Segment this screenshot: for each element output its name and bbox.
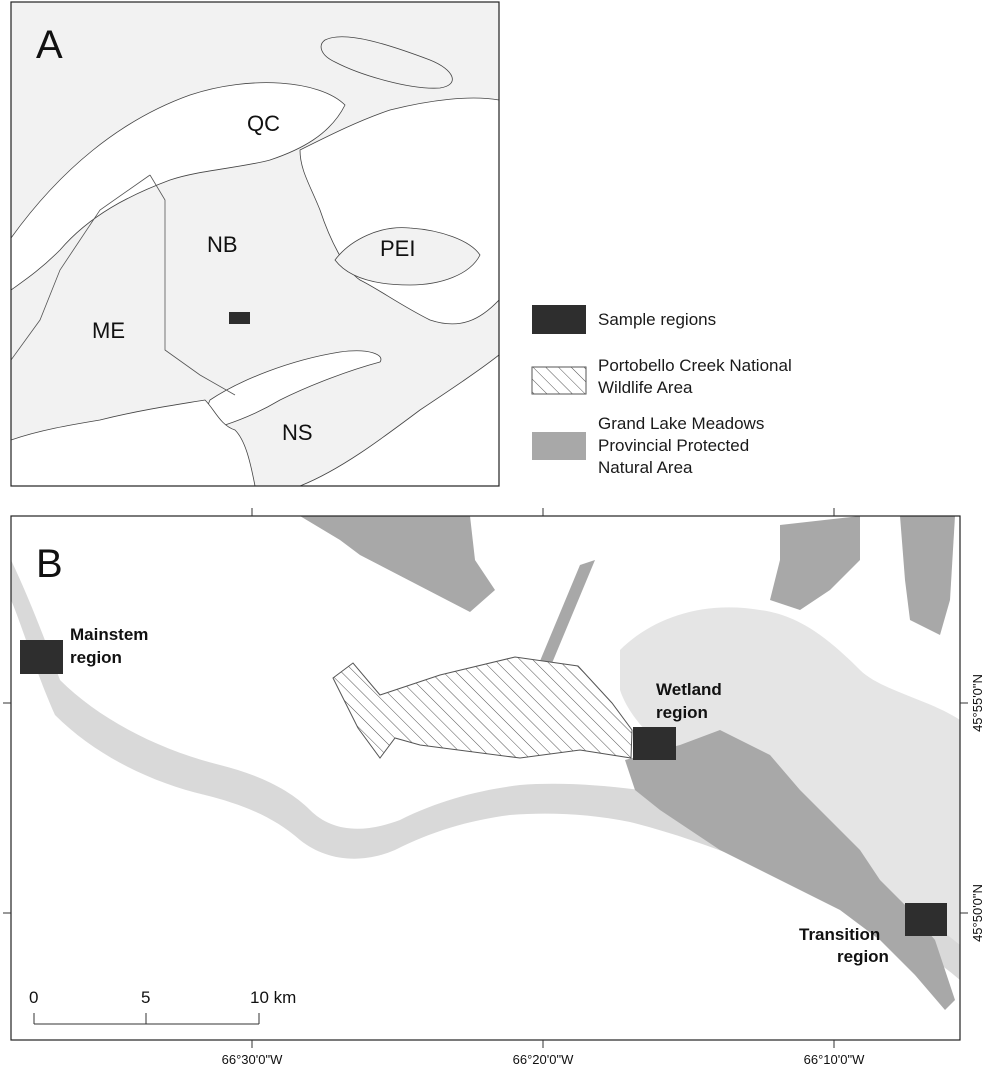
- panel-a-sample-marker: [229, 312, 250, 324]
- lat-label-2: 45°50'0"N: [970, 884, 985, 942]
- mainstem-label-line2: region: [70, 648, 122, 667]
- lon-label-3: 66°10'0"W: [803, 1052, 865, 1067]
- transition-label-line2: region: [837, 947, 889, 966]
- legend-grand-lake-line2: Provincial Protected: [598, 436, 750, 455]
- legend-portobello-line1: Portobello Creek National: [598, 356, 792, 375]
- sample-region-mainstem: [20, 640, 63, 674]
- mainstem-label-line1: Mainstem: [70, 625, 149, 644]
- legend-label-portobello: [598, 355, 792, 399]
- legend-label-grand-lake: [598, 413, 764, 479]
- legend-sample-regions-text: Sample regions: [598, 310, 717, 329]
- wetland-label-line1: Wetland: [656, 680, 722, 699]
- legend-grand-lake-line1: Grand Lake Meadows: [598, 414, 765, 433]
- scale-label-5: 5: [141, 988, 151, 1007]
- legend-swatch-grand-lake: [532, 432, 586, 460]
- label-nb: NB: [207, 232, 238, 257]
- lon-label-1: 66°30'0"W: [221, 1052, 283, 1067]
- sample-region-wetland: [633, 727, 676, 760]
- panel-b-letter: B: [36, 542, 63, 586]
- legend-grand-lake-line3: Natural Area: [598, 458, 693, 477]
- wetland-label-line2: region: [656, 703, 708, 722]
- lat-label-1: 45°55'0"N: [970, 674, 985, 732]
- transition-label-line1: Transition: [799, 925, 881, 944]
- panel-b-map: [11, 516, 960, 1040]
- scale-label-10: 10 km: [250, 988, 297, 1007]
- panel-a-letter: A: [36, 23, 63, 67]
- panel-a-map: [11, 2, 499, 486]
- label-qc: QC: [247, 111, 280, 136]
- label-pei: PEI: [380, 236, 416, 261]
- legend-label-sample-regions: [598, 309, 716, 331]
- legend-swatch-portobello: [532, 367, 586, 394]
- lon-label-2: 66°20'0"W: [512, 1052, 574, 1067]
- label-ns: NS: [282, 420, 313, 445]
- legend-swatch-sample-regions: [532, 305, 586, 334]
- legend-portobello-line2: Wildlife Area: [598, 378, 693, 397]
- sample-region-transition: [905, 903, 947, 936]
- scale-label-0: 0: [29, 988, 39, 1007]
- label-me: ME: [92, 318, 125, 343]
